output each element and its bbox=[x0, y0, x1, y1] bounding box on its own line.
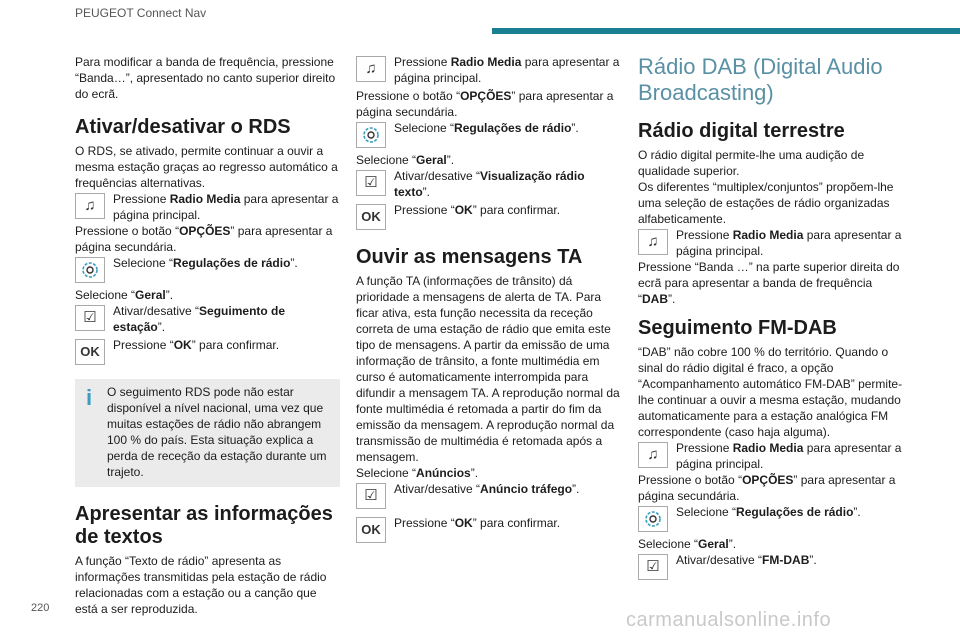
column-2 bbox=[356, 54, 621, 549]
terrestrial-paragraph-1: O rádio digital permite-lhe uma audição de qualidade superior. bbox=[638, 148, 865, 178]
step-traffic-announcement: ☑ Ativar/desative “Anúncio tráfego”. bbox=[356, 481, 621, 513]
step-radio-media: ♫ Pressione Radio Media para apresentar a página principal. bbox=[75, 191, 340, 223]
step-radio-settings: Selecione “Regulações de rádio”. bbox=[356, 120, 621, 152]
options-line: Pressione o botão “OPÇÕES” para apresentar a página secundária. bbox=[75, 224, 333, 254]
header-title: PEUGEOT Connect Nav bbox=[75, 6, 207, 20]
general-line: Selecione “Geral”. bbox=[75, 288, 174, 302]
band-line: Pressione “Banda …” na parte superior direita do ecrã para apresentar a banda de frequência “DAB”. bbox=[638, 260, 900, 306]
ok-icon: OK bbox=[75, 339, 105, 365]
general-line: Selecione “Geral”. bbox=[638, 537, 737, 551]
step-radio-settings: Selecione “Regulações de rádio”. bbox=[638, 504, 908, 536]
column-1 bbox=[75, 54, 340, 617]
ta-heading: Ouvir as mensagens TA bbox=[356, 246, 583, 268]
general-line: Selecione “Geral”. bbox=[356, 153, 455, 167]
ok-icon: OK bbox=[356, 517, 386, 543]
step-radio-media: ♫ Pressione Radio Media para apresentar a página principal. bbox=[356, 54, 621, 88]
step-ok-confirm: OK Pressione “OK” para confirmar. bbox=[356, 515, 621, 549]
info-box: i O seguimento RDS pode não estar disponível a nível nacional, uma vez que muitas estações de rádio não abrangem 100 % do país. Esta situação explica a perda de receção da estação durante um trajeto. bbox=[75, 379, 340, 487]
info-icon: i bbox=[86, 385, 93, 410]
music-note-icon: ♫ bbox=[638, 229, 668, 255]
fm-dab-paragraph: “DAB” não cobre 100 % do território. Quando o sinal do rádio digital é fraco, a opção “Acompanhamento automático FM-DAB” permite-lhe continuar a ouvir a mesma estação, mudando automaticamente para a estação analógica FM correspondente (caso haja alguma). bbox=[638, 345, 903, 439]
intro-paragraph: Para modificar a banda de frequência, pressione “Banda…”, apresentado no canto superior direito do ecrã. bbox=[75, 55, 336, 101]
ta-paragraph: A função TA (informações de trânsito) dá prioridade a mensagens de alerta de TA. Para ficar ativa, esta função necessita da receção correta de uma estação de rádio que emita este tipo de mensagens. A partir da emissão de uma informação de trânsito, a fonte multimédia em curso é automaticamente interrompida para difundir a mensagem TA. A reprodução normal da fonte multimédia é retomada a partir do fim da emissão da mensagem. A reprodução normal da transmissão de multimédia é retomada após a mensagem. bbox=[356, 274, 620, 464]
texts-heading: Apresentar as informações de textos bbox=[75, 503, 333, 548]
terrestrial-heading: Rádio digital terrestre bbox=[638, 120, 845, 142]
checkbox-icon: ☑ bbox=[356, 483, 386, 509]
step-radio-media: ♫ Pressione Radio Media para apresentar a página principal. bbox=[638, 227, 908, 259]
options-line: Pressione o botão “OPÇÕES” para apresentar a página secundária. bbox=[638, 473, 896, 503]
announcements-line: Selecione “Anúncios”. bbox=[356, 466, 479, 480]
fm-dab-heading: Seguimento FM-DAB bbox=[638, 317, 837, 339]
dab-heading: Rádio DAB (Digital Audio Broadcasting) bbox=[638, 54, 883, 105]
step-radio-settings: Selecione “Regulações de rádio”. bbox=[75, 255, 340, 287]
settings-gear-icon bbox=[75, 257, 105, 283]
header-accent-bar bbox=[492, 28, 960, 34]
checkbox-icon: ☑ bbox=[75, 305, 105, 331]
music-note-icon: ♫ bbox=[356, 56, 386, 82]
step-radio-media: ♫ Pressione Radio Media para apresentar a página principal. bbox=[638, 440, 908, 472]
step-fm-dab-toggle: ☑ Ativar/desative “FM-DAB”. bbox=[638, 552, 908, 584]
settings-gear-icon bbox=[356, 122, 386, 148]
step-radio-text-display: ☑ Ativar/desative “Visualização rádio texto”. bbox=[356, 168, 621, 200]
step-station-tracking: ☑ Ativar/desative “Seguimento de estação”. bbox=[75, 303, 340, 335]
column-3 bbox=[638, 54, 908, 584]
settings-gear-icon bbox=[638, 506, 668, 532]
checkbox-icon: ☑ bbox=[356, 170, 386, 196]
options-line: Pressione o botão “OPÇÕES” para apresentar a página secundária. bbox=[356, 89, 614, 119]
ok-icon: OK bbox=[356, 204, 386, 230]
rds-paragraph: O RDS, se ativado, permite continuar a ouvir a mesma estação graças ao regresso automático a frequências alternativas. bbox=[75, 144, 338, 190]
terrestrial-paragraph-2: Os diferentes “multiplex/conjuntos” propõem-lhe uma seleção de estações de rádio organizadas alfabeticamente. bbox=[638, 180, 894, 226]
music-note-icon: ♫ bbox=[638, 442, 668, 468]
rds-heading: Ativar/desativar o RDS bbox=[75, 116, 291, 138]
watermark: carmanualsonline.info bbox=[626, 609, 832, 631]
music-note-icon: ♫ bbox=[75, 193, 105, 219]
checkbox-icon: ☑ bbox=[638, 554, 668, 580]
step-ok-confirm: OK Pressione “OK” para confirmar. bbox=[75, 337, 340, 371]
page-number: 220 bbox=[31, 602, 50, 614]
step-ok-confirm: OK Pressione “OK” para confirmar. bbox=[356, 202, 621, 236]
texts-paragraph: A função “Texto de rádio” apresenta as informações transmitidas pela estação de rádio relacionadas com a estação ou a canção que está a ser reproduzida. bbox=[75, 554, 327, 616]
